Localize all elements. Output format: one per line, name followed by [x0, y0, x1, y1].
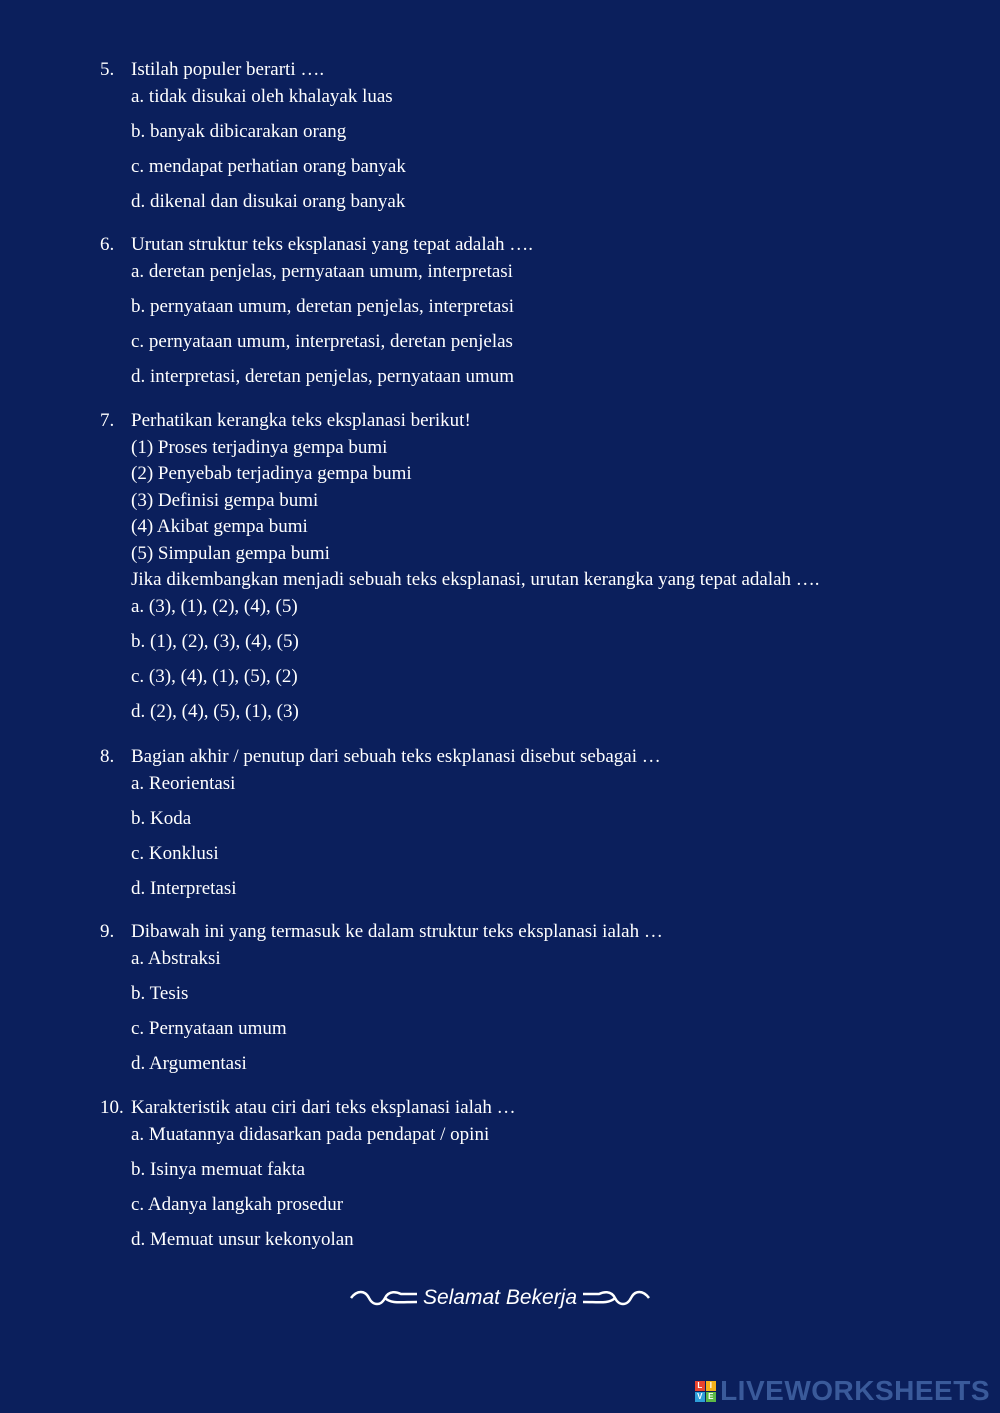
footer-text: Selamat Bekerja: [422, 1286, 578, 1309]
question: [100, 232, 900, 390]
answer-option[interactable]: b. (1), (2), (3), (4), (5): [131, 630, 299, 652]
question-number: 5.: [100, 59, 115, 80]
question: [100, 408, 900, 725]
question-text: Istilah populer berarti ….: [131, 59, 325, 80]
question: [100, 919, 900, 1077]
logo-letter: V: [695, 1392, 705, 1402]
answer-option[interactable]: d. dikenal dan disukai orang banyak: [131, 190, 406, 212]
question-line: Jika dikembangkan menjadi sebuah teks eksplanasi, urutan kerangka yang tepat adalah ….: [131, 569, 820, 590]
footer: [0, 1286, 1000, 1310]
question: [100, 1095, 900, 1253]
question-number: 10.: [100, 1097, 124, 1118]
question-text: Urutan struktur teks eksplanasi yang tepat adalah ….: [131, 234, 534, 255]
answer-option[interactable]: c. Konklusi: [131, 842, 219, 864]
answer-option[interactable]: c. mendapat perhatian orang banyak: [131, 155, 406, 177]
question-line: (1) Proses terjadinya gempa bumi: [131, 436, 388, 458]
answer-option[interactable]: d. (2), (4), (5), (1), (3): [131, 700, 299, 722]
liveworksheets-logo-icon: [695, 1381, 716, 1402]
answer-option[interactable]: a. deretan penjelas, pernyataan umum, interpretasi: [131, 260, 513, 282]
question-number: 7.: [100, 410, 115, 431]
answer-option[interactable]: a. (3), (1), (2), (4), (5): [131, 595, 298, 617]
question-stem: [100, 57, 900, 84]
answer-option[interactable]: a. tidak disukai oleh khalayak luas: [131, 85, 393, 107]
question-line: (4) Akibat gempa bumi: [131, 516, 308, 537]
answer-option[interactable]: b. Tesis: [131, 982, 189, 1004]
answer-option[interactable]: a. Muatannya didasarkan pada pendapat / opini: [131, 1123, 490, 1145]
question: [100, 57, 900, 215]
question-stem: [100, 1095, 900, 1122]
question-line: (2) Penyebab terjadinya gempa bumi: [131, 463, 412, 484]
question-line: (3) Definisi gempa bumi: [131, 489, 319, 511]
answer-option[interactable]: b. Koda: [131, 807, 192, 829]
answer-option[interactable]: b. pernyataan umum, deretan penjelas, interpretasi: [131, 295, 515, 317]
right-ornament-icon: [581, 1288, 651, 1308]
answer-option[interactable]: c. (3), (4), (1), (5), (2): [131, 665, 298, 687]
brand-text: LIVEWORKSHEETS: [720, 1375, 990, 1406]
answer-option[interactable]: b. Isinya memuat fakta: [131, 1158, 306, 1180]
question-text: Karakteristik atau ciri dari teks eksplanasi ialah …: [131, 1097, 516, 1118]
question-text: Dibawah ini yang termasuk ke dalam struktur teks eksplanasi ialah …: [131, 921, 663, 942]
question-text: Perhatikan kerangka teks eksplanasi berikut!: [131, 410, 471, 431]
question-line: (5) Simpulan gempa bumi: [131, 542, 330, 564]
question-number: 8.: [100, 746, 115, 767]
answer-option[interactable]: d. interpretasi, deretan penjelas, pernyataan umum: [131, 365, 515, 387]
answer-option[interactable]: a. Reorientasi: [131, 772, 236, 794]
question-stem: [100, 408, 900, 435]
logo-letter: I: [706, 1381, 716, 1391]
liveworksheets-logo: [695, 1375, 990, 1407]
question-number: 6.: [100, 234, 115, 255]
answer-option[interactable]: c. pernyataan umum, interpretasi, deretan penjelas: [131, 330, 513, 352]
question-text: Bagian akhir / penutup dari sebuah teks eskplanasi disebut sebagai …: [131, 746, 661, 767]
answer-option[interactable]: a. Abstraksi: [131, 947, 221, 969]
question-stem: [100, 919, 900, 946]
answer-option[interactable]: d. Argumentasi: [131, 1052, 247, 1074]
question-stem: [100, 744, 900, 771]
answer-option[interactable]: d. Interpretasi: [131, 877, 237, 899]
answer-option[interactable]: c. Adanya langkah prosedur: [131, 1193, 344, 1215]
answer-option[interactable]: d. Memuat unsur kekonyolan: [131, 1228, 354, 1250]
answer-option[interactable]: c. Pernyataan umum: [131, 1017, 287, 1039]
logo-letter: L: [695, 1381, 705, 1391]
answer-option[interactable]: b. banyak dibicarakan orang: [131, 120, 347, 142]
left-ornament-icon: [349, 1288, 419, 1308]
question: [100, 744, 900, 902]
logo-letter: E: [706, 1392, 716, 1402]
question-number: 9.: [100, 921, 115, 942]
question-stem: [100, 232, 900, 259]
